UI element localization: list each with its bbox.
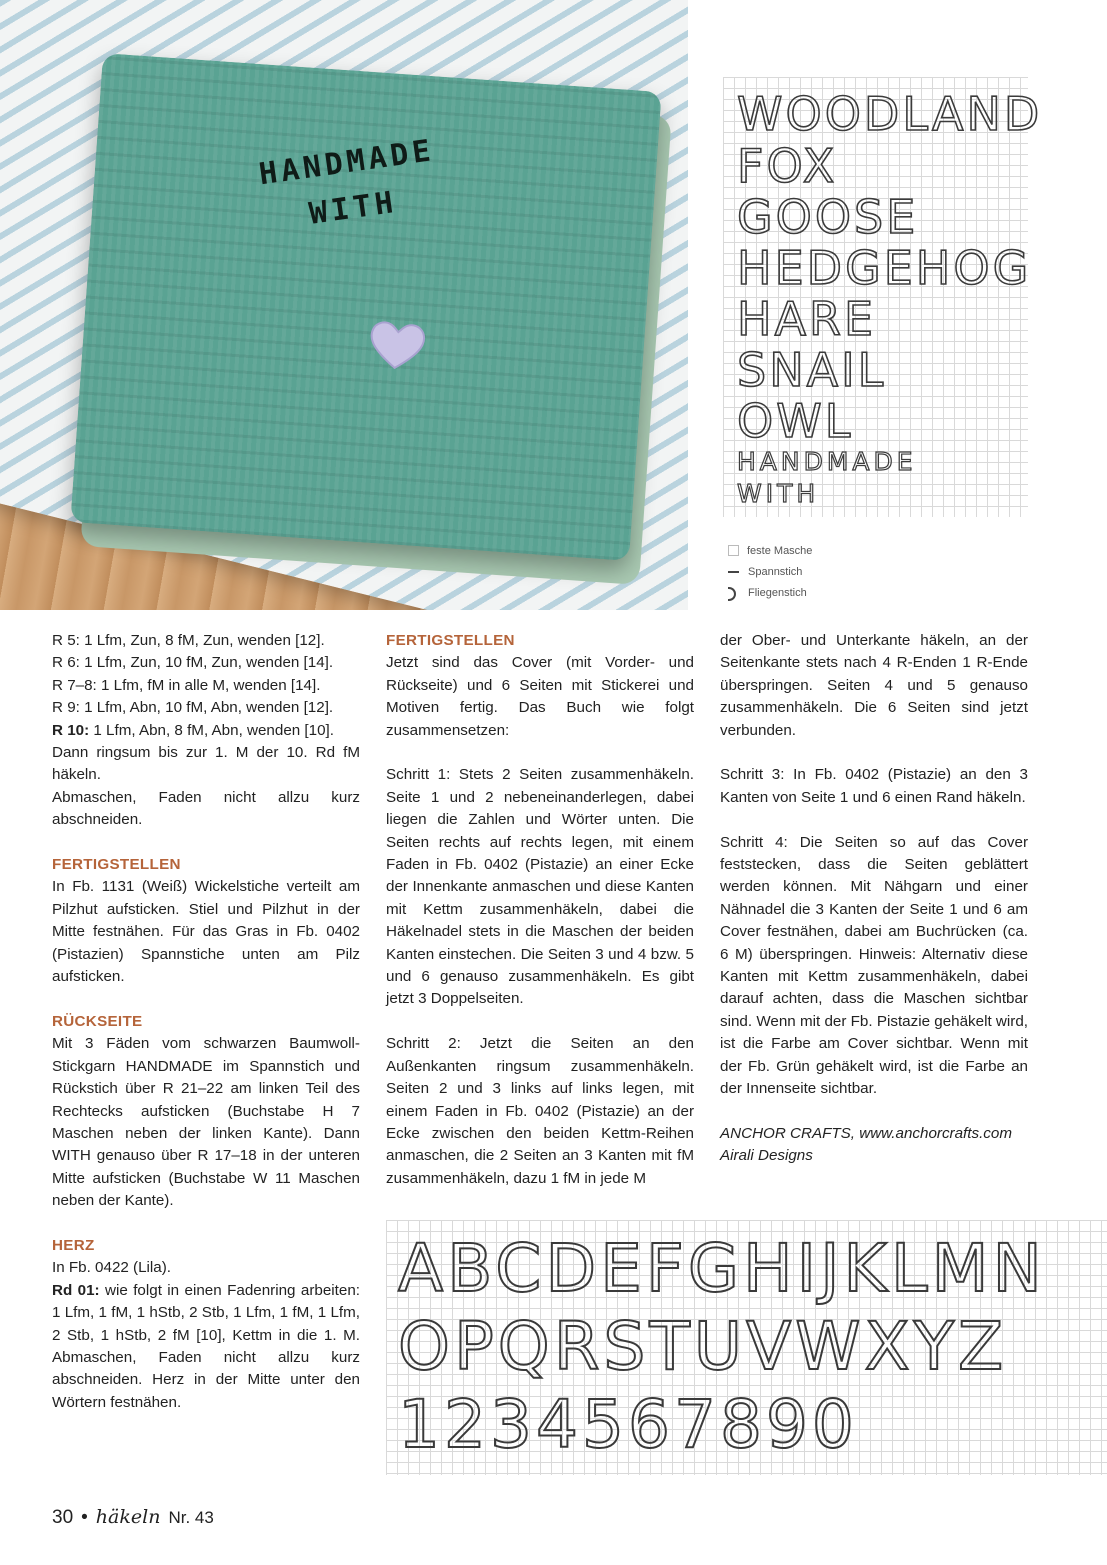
instruction-paragraph: Abmaschen, Faden nicht allzu kurz abschneiden. — [52, 788, 360, 829]
project-photo — [0, 0, 688, 610]
legend-item — [728, 561, 812, 582]
straight-stitch-icon — [728, 566, 742, 578]
column-3 — [720, 630, 1028, 1168]
instruction-row — [52, 720, 360, 742]
instruction-row: In Fb. 0422 (Lila). — [52, 1259, 172, 1277]
chart-word: HARE — [737, 292, 877, 346]
legend-label: Fliegenstich — [748, 586, 807, 599]
section-heading: RÜCKSEITE — [52, 1012, 143, 1030]
instruction-paragraph: Mit 3 Fäden vom schwarzen Baumwoll-Stickgarn HANDMADE im Spannstich und Rückstich über R 21–22 am linken Teil des Rechtecks aufsticken (Buchstabe H 7 Maschen neben der linken Kante). Dann WITH genauso über R 17–18 in der unteren Mitte aufsticken (Buchstabe W 11 Maschen neben der Kante). — [52, 1035, 360, 1210]
instruction-row: R 9: 1 Lfm, Abn, 10 fM, Abn, wenden [12]. — [52, 699, 334, 717]
instruction-paragraph: Schritt 1: Stets 2 Seiten zusammenhäkeln. Seite 1 und 2 nebeneinanderlegen, dabei liegen die Zahlen und Wörter unten. Die Seiten rechts auf rechts legen, mit einem Faden in Fb. 0402 (Pistazie) an einer Ecke der Innenkante anmaschen und diese Kanten mit Kettm zusammenhäkeln, dabei die Häkelnadel stets in die Maschen der beiden Kanten einstechen. Die Seiten 3 und 4 bzw. 5 und 6 genauso zusammenhäkeln. Es gibt jetzt 3 Doppelseiten. — [386, 766, 694, 1008]
chart-word: HEDGEHOG — [737, 241, 1032, 295]
column-1 — [52, 630, 360, 1414]
instruction-paragraph: der Ober- und Unterkante häkeln, an der Seitenkante stets nach 4 R-Enden 1 R-Ende überspringen. Seiten 4 und 5 genauso zusammenhäkeln. Die 6 Seiten sind jetzt verbunden. — [720, 632, 1028, 739]
chart-word: OWL — [737, 394, 854, 448]
instruction-paragraph: Schritt 2: Jetzt die Seiten an den Außenkanten ringsum zusammenhäkeln. Seiten 2 und 3 links auf links legen, mit einem Faden in Fb. 0402 (Pistazie) an der Ecke zwischen den beiden Kettm-Reihen anmaschen, die 2 Seiten an 3 Kanten mit fM zusammenhäkeln, dazu 1 fM in jede M — [386, 1035, 694, 1187]
chart-word: HANDMADE — [737, 447, 917, 476]
single-crochet-icon — [728, 545, 739, 556]
heart-icon — [364, 315, 429, 375]
section-heading: FERTIGSTELLEN — [386, 632, 515, 649]
credit-line: Airali Designs — [720, 1147, 813, 1165]
legend-label: Spannstich — [748, 565, 803, 578]
page-number: 30 — [52, 1507, 74, 1528]
instruction-row: R 6: 1 Lfm, Zun, 10 fM, Zun, wenden [14]. — [52, 654, 334, 672]
alphabet-row: OPQRSTUVWXYZ — [398, 1308, 1008, 1385]
chart-word: WITH — [737, 479, 820, 508]
crochet-book-cover — [70, 53, 661, 561]
fly-stitch-icon — [728, 587, 742, 599]
row-label: R 10: — [52, 721, 90, 739]
instruction-paragraph: Jetzt sind das Cover (mit Vorder- und Rückseite) und 6 Seiten mit Stickerei und Motiven fertig. Das Buch wie folgt zusammensetzen: — [386, 654, 694, 739]
alphabet-row: 1234567890 — [398, 1386, 858, 1463]
instruction-paragraph: Dann ringsum bis zur 1. M der 10. Rd fM häkeln. — [52, 744, 360, 784]
section-heading: FERTIGSTELLEN — [52, 856, 181, 874]
magazine-title: häkeln — [95, 1506, 161, 1528]
instruction-paragraph: Schritt 4: Die Seiten so auf das Cover feststecken, dass die Seiten geblättert werden können. Mit Nähgarn und einer Nähnadel die 3 Kanten der Seite 1 und 6 am Cover festnähen, dabei am Buchrücken (ca. 6 M) überspringen. Hinweis: Alternativ diese Kanten mit Kettm zusammenhäkeln, dabei darauf achten, dass die Maschen sichtbar sind. Wenn mit der Fb. Pistazie gehäkelt wird, ist die Farbe am Cover sichtbar. Wenn mit der Fb. Grün gehäkelt wird, ist die Farbe an der Innenseite sichtbar. — [720, 833, 1028, 1098]
instruction-paragraph — [52, 1280, 360, 1414]
instruction-row: R 7–8: 1 Lfm, fM in alle M, wenden [14]. — [52, 676, 321, 694]
credit-line: ANCHOR CRAFTS, www.anchorcrafts.com — [720, 1124, 1012, 1142]
issue-number: Nr. 43 — [168, 1508, 214, 1527]
row-label: Rd 01: — [52, 1281, 100, 1299]
footer-bullet: • — [81, 1507, 88, 1528]
legend-item — [728, 540, 812, 561]
section-heading: HERZ — [52, 1236, 95, 1254]
column-2 — [386, 630, 694, 1190]
chart-legend — [728, 540, 812, 603]
alphabet-row: ABCDEFGHIJKLMN — [398, 1230, 1046, 1307]
page-footer — [52, 1506, 214, 1529]
chart-word: SNAIL — [737, 343, 887, 397]
chart-word: FOX — [737, 139, 838, 193]
instruction-row: R 5: 1 Lfm, Zun, 8 fM, Zun, wenden [12]. — [52, 632, 325, 649]
instruction-paragraph: In Fb. 1131 (Weiß) Wickelstiche verteilt am Pilzhut aufsticken. Stiel und Pilzhut in der Mitte festnähen. Für das Gras in Fb. 0402 (Pistazien) Spannstiche unten am Pilz aufsticken. — [52, 878, 360, 986]
word-chart — [723, 77, 1043, 517]
embroidered-line-2: WITH — [307, 184, 400, 232]
chart-word: WOODLAND — [737, 87, 1043, 141]
alphabet-chart — [386, 1220, 1107, 1475]
legend-item — [728, 582, 812, 603]
row-text: wie folgt in einen Fadenring arbeiten: 1 Lfm, 1 fM, 1 hStb, 2 Stb, 1 Lfm, 1 fM, 1 Lfm, 2 Stb, 1 hStb, 2 fM [10], Kettm in die 1. M. Abmaschen, Faden nicht allzu kurz abschneiden. Herz in der Mitte unter den Wörtern festnähen. — [52, 1281, 360, 1411]
chart-word: GOOSE — [737, 190, 919, 244]
row-text: 1 Lfm, Abn, 8 fM, Abn, wenden [10]. — [89, 721, 334, 739]
instruction-paragraph: Schritt 3: In Fb. 0402 (Pistazie) an den 3 Kanten von Seite 1 und 6 einen Rand häkeln. — [720, 766, 1028, 806]
embroidered-line-1: HANDMADE — [256, 133, 437, 193]
legend-label: feste Masche — [747, 544, 813, 557]
